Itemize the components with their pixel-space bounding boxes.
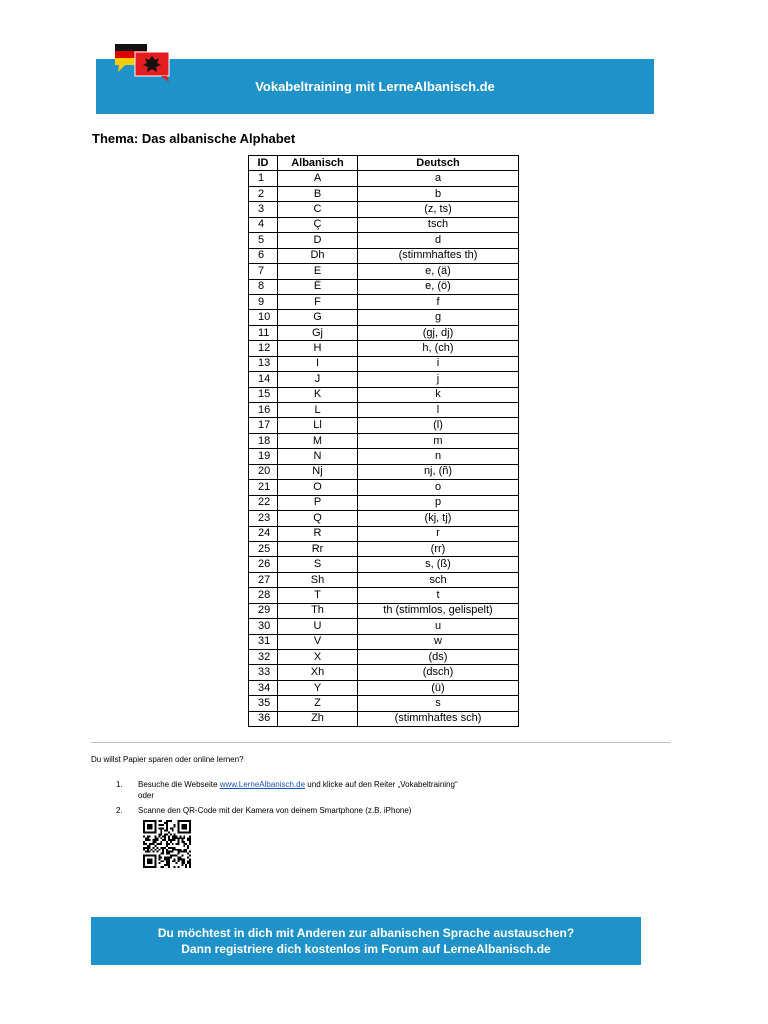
cell-albanisch: Q <box>278 511 358 526</box>
table-row <box>249 217 519 232</box>
table-row <box>249 634 519 649</box>
table-row <box>249 696 519 711</box>
cell-deutsch: (l) <box>358 418 519 433</box>
cell-id: 27 <box>249 572 278 587</box>
cell-id: 8 <box>249 279 278 294</box>
cell-id: 24 <box>249 526 278 541</box>
table-row <box>249 619 519 634</box>
cell-albanisch: R <box>278 526 358 541</box>
topic-title: Thema: Das albanische Alphabet <box>92 131 296 146</box>
table-row <box>249 449 519 464</box>
cell-albanisch: A <box>278 171 358 186</box>
cell-albanisch: O <box>278 480 358 495</box>
cell-id: 7 <box>249 264 278 279</box>
cell-id: 18 <box>249 433 278 448</box>
cell-deutsch: (rr) <box>358 541 519 556</box>
cell-id: 1 <box>249 171 278 186</box>
cell-id: 13 <box>249 356 278 371</box>
cell-deutsch: th (stimmlos, gelispelt) <box>358 603 519 618</box>
cell-albanisch: Z <box>278 696 358 711</box>
table-row <box>249 356 519 371</box>
cell-albanisch: M <box>278 433 358 448</box>
cell-id: 23 <box>249 511 278 526</box>
cell-id: 22 <box>249 495 278 510</box>
footer-line-1: Du möchtest in dich mit Anderen zur albanischen Sprache austauschen? <box>157 926 575 940</box>
table-row <box>249 171 519 186</box>
cell-albanisch: U <box>278 619 358 634</box>
cell-deutsch: o <box>358 480 519 495</box>
step-1-text-before: Besuche die Webseite <box>138 780 220 789</box>
cell-deutsch: (z, ts) <box>358 202 519 217</box>
cell-albanisch: Zh <box>278 711 358 726</box>
cell-deutsch: m <box>358 433 519 448</box>
cell-id: 9 <box>249 294 278 309</box>
table-row <box>249 325 519 340</box>
divider <box>91 742 670 743</box>
cell-albanisch: Ë <box>278 279 358 294</box>
cell-albanisch: S <box>278 557 358 572</box>
footer-line-2: Dann registriere dich kostenlos im Forum auf LerneAlbanisch.de <box>181 942 551 956</box>
cell-id: 6 <box>249 248 278 263</box>
cell-id: 12 <box>249 341 278 356</box>
alphabet-table <box>248 155 519 727</box>
cell-deutsch: s <box>358 696 519 711</box>
cell-deutsch: i <box>358 356 519 371</box>
table-row <box>249 433 519 448</box>
cell-albanisch: Gj <box>278 325 358 340</box>
cell-deutsch: (stimmhaftes th) <box>358 248 519 263</box>
table-row <box>249 310 519 325</box>
cell-albanisch: Xh <box>278 665 358 680</box>
table-row <box>249 588 519 603</box>
table-row <box>249 711 519 726</box>
cell-deutsch: (kj, tj) <box>358 511 519 526</box>
table-row <box>249 248 519 263</box>
header-banner <box>96 59 654 114</box>
cell-albanisch: Sh <box>278 572 358 587</box>
cell-albanisch: Nj <box>278 464 358 479</box>
cell-albanisch: C <box>278 202 358 217</box>
cell-id: 31 <box>249 634 278 649</box>
cell-deutsch: p <box>358 495 519 510</box>
cell-id: 36 <box>249 711 278 726</box>
cell-id: 34 <box>249 680 278 695</box>
flags-speech-bubbles-icon <box>113 42 173 82</box>
cell-deutsch: s, (ß) <box>358 557 519 572</box>
table-row <box>249 603 519 618</box>
cell-id: 26 <box>249 557 278 572</box>
table-row <box>249 480 519 495</box>
step-1-number: 1. <box>116 780 123 789</box>
cell-albanisch: P <box>278 495 358 510</box>
cell-id: 14 <box>249 372 278 387</box>
table-row <box>249 526 519 541</box>
table-row <box>249 665 519 680</box>
cell-id: 4 <box>249 217 278 232</box>
cell-deutsch: e, (ö) <box>358 279 519 294</box>
table-row <box>249 341 519 356</box>
cell-albanisch: K <box>278 387 358 402</box>
cell-id: 29 <box>249 603 278 618</box>
cell-albanisch: Rr <box>278 541 358 556</box>
cell-id: 33 <box>249 665 278 680</box>
cell-id: 28 <box>249 588 278 603</box>
cell-id: 32 <box>249 650 278 665</box>
table-row <box>249 403 519 418</box>
cell-deutsch: w <box>358 634 519 649</box>
cell-albanisch: Y <box>278 680 358 695</box>
cell-deutsch: u <box>358 619 519 634</box>
footer-banner <box>91 917 641 965</box>
table-row <box>249 557 519 572</box>
cell-deutsch: (dsch) <box>358 665 519 680</box>
cell-albanisch: Dh <box>278 248 358 263</box>
cell-deutsch: r <box>358 526 519 541</box>
table-row <box>249 186 519 201</box>
cell-albanisch: I <box>278 356 358 371</box>
cell-deutsch: a <box>358 171 519 186</box>
table-row <box>249 572 519 587</box>
cell-deutsch: h, (ch) <box>358 341 519 356</box>
cell-deutsch: (stimmhaftes sch) <box>358 711 519 726</box>
step-2 <box>116 805 411 816</box>
table-row <box>249 541 519 556</box>
cell-deutsch: nj, (ñ) <box>358 464 519 479</box>
cell-id: 17 <box>249 418 278 433</box>
qr-code-icon[interactable] <box>143 820 191 868</box>
cell-albanisch: F <box>278 294 358 309</box>
cell-deutsch: tsch <box>358 217 519 232</box>
table-row <box>249 387 519 402</box>
step-1-continuation: oder <box>138 791 155 800</box>
cell-albanisch: X <box>278 650 358 665</box>
step-1-text-after: und klicke auf den Reiter „Vokabeltraining“ <box>305 780 458 789</box>
cell-albanisch: L <box>278 403 358 418</box>
cell-albanisch: J <box>278 372 358 387</box>
cell-albanisch: G <box>278 310 358 325</box>
cell-id: 2 <box>249 186 278 201</box>
cell-id: 16 <box>249 403 278 418</box>
cell-id: 3 <box>249 202 278 217</box>
cell-deutsch: b <box>358 186 519 201</box>
step-2-number: 2. <box>116 806 123 815</box>
cell-albanisch: N <box>278 449 358 464</box>
header-id: ID <box>249 156 278 171</box>
cell-id: 35 <box>249 696 278 711</box>
table-row <box>249 279 519 294</box>
cell-albanisch: H <box>278 341 358 356</box>
cell-id: 30 <box>249 619 278 634</box>
cell-id: 19 <box>249 449 278 464</box>
table-row <box>249 264 519 279</box>
table-row <box>249 233 519 248</box>
step-2-text: Scanne den QR-Code mit der Kamera von deinem Smartphone (z.B. iPhone) <box>138 806 412 815</box>
table-row <box>249 495 519 510</box>
table-row <box>249 680 519 695</box>
cell-albanisch: Ll <box>278 418 358 433</box>
table-row <box>249 294 519 309</box>
cell-deutsch: sch <box>358 572 519 587</box>
step-1 <box>116 779 458 801</box>
table-row <box>249 202 519 217</box>
cell-id: 20 <box>249 464 278 479</box>
cell-deutsch: (ü) <box>358 680 519 695</box>
cell-albanisch: D <box>278 233 358 248</box>
cell-deutsch: (ds) <box>358 650 519 665</box>
table-row <box>249 372 519 387</box>
header-albanisch: Albanisch <box>278 156 358 171</box>
cell-deutsch: (gj, dj) <box>358 325 519 340</box>
cell-albanisch: B <box>278 186 358 201</box>
cell-albanisch: E <box>278 264 358 279</box>
cell-deutsch: k <box>358 387 519 402</box>
header-title: Vokabeltraining mit LerneAlbanisch.de <box>255 79 495 94</box>
table-row <box>249 511 519 526</box>
cell-albanisch: Ç <box>278 217 358 232</box>
cell-deutsch: g <box>358 310 519 325</box>
cell-id: 25 <box>249 541 278 556</box>
cell-id: 5 <box>249 233 278 248</box>
header-deutsch: Deutsch <box>358 156 519 171</box>
cell-deutsch: t <box>358 588 519 603</box>
cell-albanisch: V <box>278 634 358 649</box>
cell-deutsch: n <box>358 449 519 464</box>
cell-id: 10 <box>249 310 278 325</box>
cell-albanisch: T <box>278 588 358 603</box>
cell-id: 21 <box>249 480 278 495</box>
table-header-row <box>249 156 519 171</box>
cell-deutsch: j <box>358 372 519 387</box>
website-link[interactable]: www.LerneAlbanisch.de <box>219 780 306 789</box>
table-row <box>249 418 519 433</box>
cell-deutsch: e, (ä) <box>358 264 519 279</box>
cell-deutsch: d <box>358 233 519 248</box>
table-row <box>249 650 519 665</box>
cell-id: 15 <box>249 387 278 402</box>
cell-deutsch: f <box>358 294 519 309</box>
cell-deutsch: l <box>358 403 519 418</box>
table-row <box>249 464 519 479</box>
online-intro: Du willst Papier sparen oder online lernen? <box>91 755 244 764</box>
cell-id: 11 <box>249 325 278 340</box>
albanian-flag-icon <box>135 52 169 82</box>
cell-albanisch: Th <box>278 603 358 618</box>
